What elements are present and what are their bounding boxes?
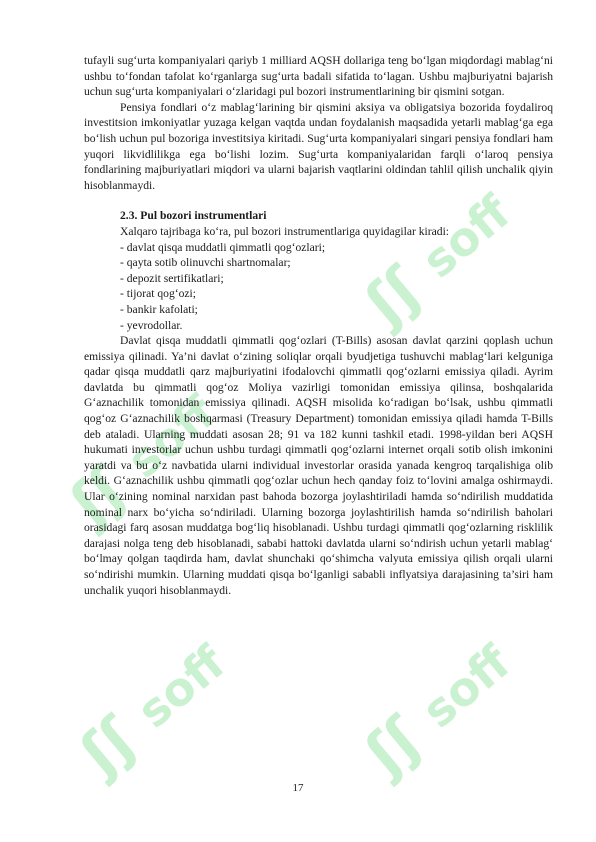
svg-text:ʃʃ: ʃʃ xyxy=(352,704,434,788)
paragraph-pension-funds: Pensiya fondlari o‘z mablag‘larining bir qismini aksiya va obligatsiya bozorida foydaliroq investitsion imkoniyatlar yuzaga kelgan vaqtda undan foydalanish maqsadida yetarli mablag‘ga ega bo‘lish uchun pul bozoriga investitsiya kiritadi. Sug‘urta kompaniyalari singari pensiya fondlari ham yuqori likvidlilikga ega bo‘lishi lozim. Sug‘urta kompaniyalaridan farqli o‘laroq pensiya fondlarining majburiyatlari miqdori va ularni bajarish vaqtlarini oldindan tahlil qilish unchalik qiyin hisoblanmaydi. xyxy=(84,100,553,192)
paragraph-t-bills: Davlat qisqa muddatli qimmatli qog‘ozlari (T-Bills) asosan davlat qarzini qoplash uchun emissiya qilinadi. Ya’ni davlat o‘zining soliqlar orqali byudjetiga tushuvchi mablag‘lari kelguniga qadar qisqa muddatli qarz majburiyatini ifodalovchi qimmatli qog‘ozlarni emissiya qiladi. Ayrim davlatda bu qimmatli qog‘oz Moliya vazirligi tomonidan emissiya qilinsa, boshqalarida G‘aznachilik tomonidan emissiya qilinadi. AQSH misolida ko‘radigan bo‘lsak, ushbu qimmatli qog‘oz G‘aznachilik boshqarmasi (Treasury Department) tomonidan emissiya qiladi hamda T-Bills deb ataladi. Ularning muddati asosan 28; 91 va 182 kunni tashkil etadi. 1998-yildan beri AQSH hukumati investorlar uchun ushbu turdagi qimmatli qog‘ozlarni internet orqali sotib olish imkonini yaratdi va bu o‘z navbatida ularni individual investorlar orasida yanada kengroq tarqalishiga olib keldi. G‘aznachilik ushbu qimmatli qog‘ozlar uchun hech qanday foiz to‘lovini amalga oshirmaydi. Ular o‘zining nominal narxidan past bahoda bozorga joylashtiriladi hamda so‘ndirilish muddatida nominal narx bo‘yicha so‘ndiriladi. Ularning bozorga joylashtirilish hamda so‘ndirilish baholari orasidagi farq asosan muddatga bog‘liq hisoblanadi. Ushbu turdagi qimmatli qog‘ozlarning risklilik darajasi nolga teng deb hisoblanadi, sababi hattoki davlatda ularni so‘ndirish uchun yetarli mablag‘ bo‘lmay qolgan taqdirda ham, davlat shunchaki qo‘shimcha valyuta emissiya qilish orqali ularni so‘ndirishi mumkin. Ularning muddati qisqa bo‘lganligi sababli inflyatsiya darajasining ta’siri ham unchalik yuqori hisoblanmaydi. xyxy=(84,334,553,597)
section-heading: 2.3. Pul bozori instrumentlari xyxy=(120,209,267,223)
page-number: 17 xyxy=(292,782,304,794)
list-intro: Xalqaro tajribaga ko‘ra, pul bozori instrumentlariga quyidagilar kiradi: xyxy=(120,224,450,238)
list-item: - bankir kafolati; xyxy=(120,302,198,316)
watermark-logo-bottom-left xyxy=(66,628,239,789)
list-item: - davlat qisqa muddatli qimmatli qog‘ozlari; xyxy=(120,240,326,254)
svg-text:ʃʃ: ʃʃ xyxy=(57,454,139,538)
svg-text:soff: soff xyxy=(117,385,226,489)
svg-text:soff: soff xyxy=(127,635,236,739)
list-item: - tijorat qog‘ozi; xyxy=(120,287,196,301)
svg-text:soff: soff xyxy=(412,635,521,739)
svg-text:ʃʃ: ʃʃ xyxy=(67,704,149,788)
list-item: - depozit sertifikatlari; xyxy=(120,271,224,285)
watermark-text: soff xyxy=(412,185,521,289)
paragraph-insurance: tufayli sug‘urta kompaniyalari qariyb 1 milliard AQSH dollariga teng bo‘lgan miqdordagi mablag‘ni ushbu to‘fondan tafolat ko‘rganlarga sug‘urta badali sifatida to‘lagan. Ushbu majburiyatni bajarish uchun sug‘urta kompaniyalari o‘zlaridagi pul bozori instrumentlarining bir qismini sotgan. xyxy=(84,54,553,99)
list-item: - yevrodollar. xyxy=(120,318,183,332)
watermark-logo-glyph: ʃʃ xyxy=(352,254,434,338)
page-body xyxy=(84,53,553,598)
instrument-list xyxy=(120,240,553,334)
list-item: - qayta sotib olinuvchi shartnomalar; xyxy=(120,256,291,270)
watermark-logo-bottom-right xyxy=(351,628,524,789)
